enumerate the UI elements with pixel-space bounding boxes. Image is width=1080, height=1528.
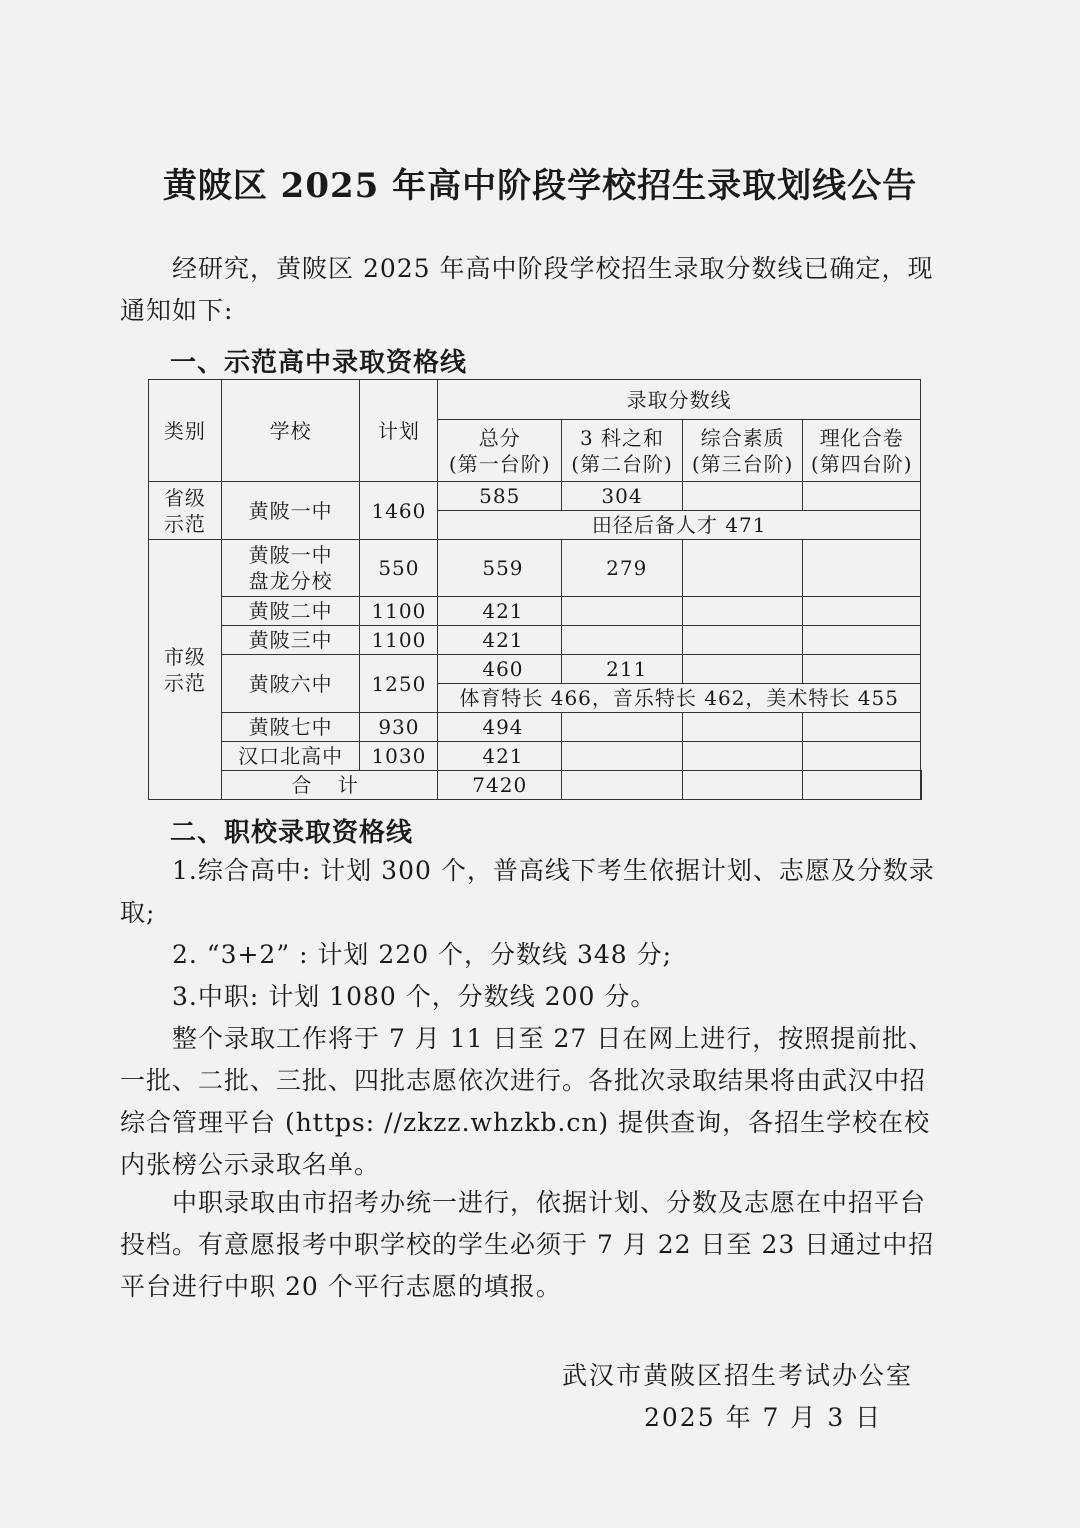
score-total: 460: [438, 655, 562, 684]
score-three: [562, 626, 683, 655]
table-row: [149, 540, 922, 597]
vocational-admission-paragraph: 中职录取由市招考办统一进行，依据计划、分数及志愿在中招平台投档。有意愿报考中职学校的学生必须于 7 月 22 日至 23 日通过中招平台进行中职 20 个平行志愿的填报。: [120, 1188, 935, 1301]
header-three-subjects: 3 科之和 (第二台阶): [562, 420, 683, 482]
plan-count: 550: [360, 540, 438, 597]
score-three: 211: [562, 655, 683, 684]
total-row: [149, 771, 922, 800]
plan-count: 1100: [360, 597, 438, 626]
vocational-item-2: 2. “3+2” : 计划 220 个，分数线 348 分;: [172, 940, 673, 969]
score-three: 279: [562, 540, 683, 597]
header-total: 总分 (第一台阶): [438, 420, 562, 482]
intro-paragraph: 经研究，黄陂区 2025 年高中阶段学校招生录取分数线已确定，现通知如下:: [120, 254, 934, 325]
score-three: 304: [562, 482, 683, 511]
signature-date: 2025 年 7 月 3 日: [644, 1403, 883, 1432]
section2-heading: 二、职校录取资格线: [170, 818, 414, 848]
score-three: [562, 713, 683, 742]
special-note: 体育特长 466，音乐特长 462，美术特长 455: [438, 684, 921, 713]
header-physchem: 理化合卷 (第四台阶): [803, 420, 921, 482]
header-quality: 综合素质 (第三台阶): [682, 420, 803, 482]
score-total: 421: [438, 742, 562, 771]
category-provincial: 省级示范: [149, 482, 222, 540]
vocational-item-3: 3.中职: 计划 1080 个，分数线 200 分。: [172, 982, 657, 1011]
admission-process-paragraph: 整个录取工作将于 7 月 11 日至 27 日在网上进行，按照提前批、一批、二批、三批、四批志愿依次进行。各批次录取结果将由武汉中招综合管理平台 (https: //zkzz.whzkb.cn) 提供查询，各招生学校在校内张榜公示录取名单。: [120, 1024, 935, 1179]
school-name: 黄陂二中: [221, 597, 360, 626]
table-row: [149, 597, 922, 626]
school-name: 黄陂七中: [221, 713, 360, 742]
school-name: 黄陂一中盘龙分校: [221, 540, 360, 597]
school-name: 黄陂三中: [221, 626, 360, 655]
header-school: 学校: [221, 380, 360, 482]
total-plan: 7420: [438, 771, 562, 800]
school-name: 汉口北高中: [221, 742, 360, 771]
document-title: 黄陂区 2025 年高中阶段学校招生录取划线公告: [162, 166, 918, 206]
admission-score-table: [148, 379, 922, 800]
plan-count: 1250: [360, 655, 438, 713]
category-city: 市级示范: [149, 540, 222, 800]
table-row: [149, 655, 922, 684]
school-name: 黄陂一中: [221, 482, 360, 540]
total-label: 合 计: [221, 771, 437, 800]
score-total: 559: [438, 540, 562, 597]
school-name: 黄陂六中: [221, 655, 360, 713]
signature-org: 武汉市黄陂区招生考试办公室: [562, 1361, 914, 1390]
score-three: [562, 742, 683, 771]
header-plan: 计划: [360, 380, 438, 482]
table-row: [149, 482, 922, 511]
plan-count: 1100: [360, 626, 438, 655]
score-three: [562, 597, 683, 626]
header-score-group: 录取分数线: [438, 380, 921, 420]
header-category: 类别: [149, 380, 222, 482]
plan-count: 1030: [360, 742, 438, 771]
section1-heading: 一、示范高中录取资格线: [170, 348, 468, 378]
plan-count: 930: [360, 713, 438, 742]
table-row: [149, 626, 922, 655]
table-row: [149, 713, 922, 742]
vocational-item-1: 1.综合高中: 计划 300 个，普高线下考生依据计划、志愿及分数录取;: [120, 856, 935, 927]
score-total: 585: [438, 482, 562, 511]
score-total: 494: [438, 713, 562, 742]
plan-count: 1460: [360, 482, 438, 540]
special-note: 田径后备人才 471: [438, 511, 921, 540]
score-total: 421: [438, 597, 562, 626]
table-row: [149, 742, 922, 771]
score-total: 421: [438, 626, 562, 655]
